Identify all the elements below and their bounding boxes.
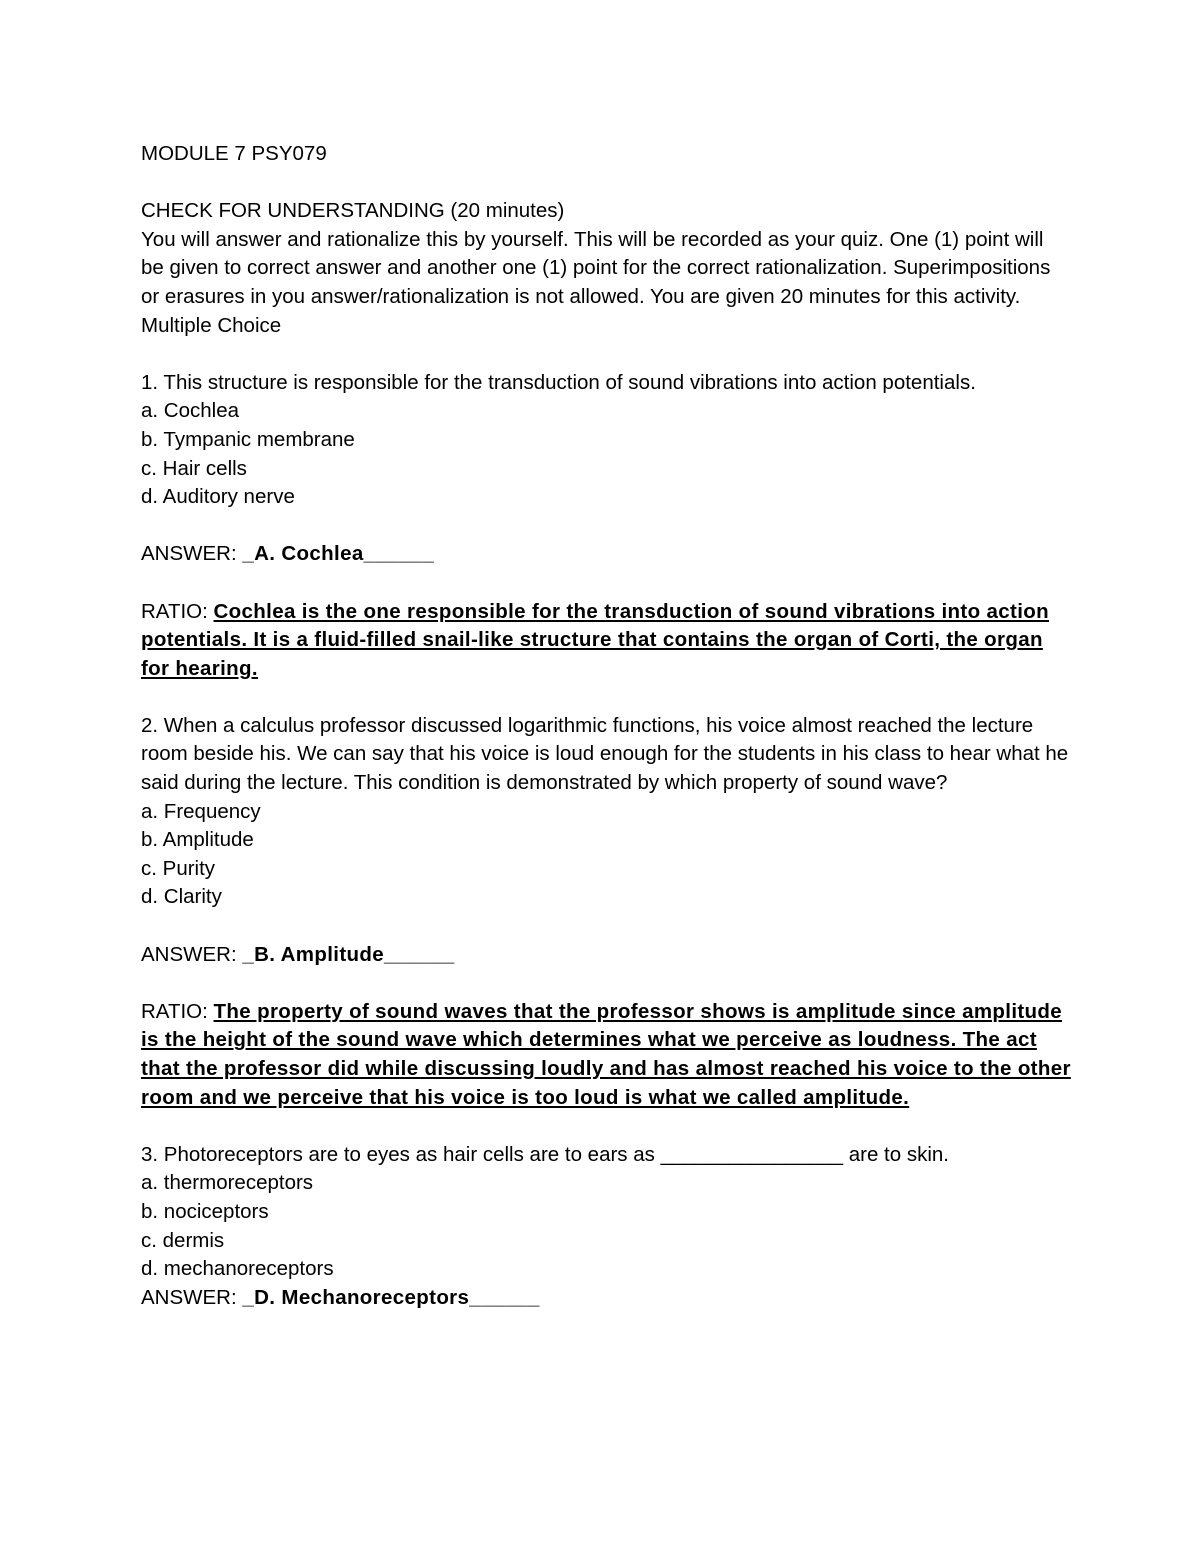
question-3-option-b: b. nociceptors bbox=[141, 1199, 269, 1223]
question-2-ratio bbox=[141, 998, 1071, 1112]
instructions-paragraph: You will answer and rationalize this by yourself. This will be recorded as your quiz. One (1) point will be given to correct answer and another one (1) point for the correct rationalization. Superimpositions or erasures in you answer/rationalization is not allowed. You are given 20 minutes for this activity. bbox=[141, 227, 1051, 308]
spacer bbox=[141, 569, 1071, 598]
question-2-option-a: a. Frequency bbox=[141, 799, 261, 823]
spacer bbox=[141, 169, 1071, 198]
question-1-answer-value: _A. Cochlea______ bbox=[242, 542, 435, 566]
spacer bbox=[141, 340, 1071, 369]
question-1-prompt: 1. This structure is responsible for the transduction of sound vibrations into action potentials. bbox=[141, 370, 976, 394]
question-3 bbox=[141, 1141, 1071, 1313]
question-3-option-d: d. mechanoreceptors bbox=[141, 1257, 334, 1281]
question-2-option-d: d. Clarity bbox=[141, 885, 222, 909]
ratio-label: RATIO: bbox=[141, 599, 208, 623]
question-2-answer-value: _B. Amplitude______ bbox=[242, 942, 455, 966]
question-2-answer bbox=[141, 941, 1071, 970]
question-1-ratio-text: Cochlea is the one responsible for the transduction of sound vibrations into action potentials. It is a fluid-filled snail-like structure that contains the organ of Corti, the organ for hearing. bbox=[141, 599, 1049, 680]
question-1 bbox=[141, 369, 1071, 712]
question-type-label: Multiple Choice bbox=[141, 313, 282, 337]
question-2-option-c: c. Purity bbox=[141, 856, 216, 880]
answer-label: ANSWER: bbox=[141, 1285, 237, 1309]
question-2-option-b: b. Amplitude bbox=[141, 828, 254, 852]
spacer bbox=[141, 1112, 1071, 1141]
spacer bbox=[141, 969, 1071, 998]
section-heading: CHECK FOR UNDERSTANDING (20 minutes) bbox=[141, 199, 565, 223]
document-page bbox=[141, 140, 1071, 1312]
question-3-option-a: a. thermoreceptors bbox=[141, 1171, 314, 1195]
question-2 bbox=[141, 712, 1071, 1141]
question-1-option-c: c. Hair cells bbox=[141, 456, 247, 480]
answer-label: ANSWER: bbox=[141, 542, 237, 566]
ratio-label: RATIO: bbox=[141, 999, 208, 1023]
question-1-option-a: a. Cochlea bbox=[141, 399, 240, 423]
question-1-ratio bbox=[141, 598, 1071, 684]
spacer bbox=[141, 683, 1071, 712]
question-3-prompt: 3. Photoreceptors are to eyes as hair cells are to ears as ________________ are to skin. bbox=[141, 1142, 949, 1166]
spacer bbox=[141, 912, 1071, 941]
question-1-answer bbox=[141, 540, 1071, 569]
question-3-answer-value: _D. Mechanoreceptors______ bbox=[242, 1285, 540, 1309]
question-1-option-b: b. Tympanic membrane bbox=[141, 427, 355, 451]
question-3-option-c: c. dermis bbox=[141, 1228, 225, 1252]
document-title: MODULE 7 PSY079 bbox=[141, 142, 327, 165]
question-2-ratio-text: The property of sound waves that the professor shows is amplitude since amplitude is the height of the sound wave which determines what we perceive as loudness. The act that the professor did while discussing loudly and has almost reached his voice to the other room and we perceive that his voice is too loud is what we called amplitude. bbox=[141, 999, 1071, 1109]
answer-label: ANSWER: bbox=[141, 942, 237, 966]
question-1-option-d: d. Auditory nerve bbox=[141, 485, 295, 509]
question-3-answer bbox=[141, 1284, 1071, 1313]
question-2-prompt: 2. When a calculus professor discussed logarithmic functions, his voice almost reached the lecture room beside his. We can say that his voice is loud enough for the students in his class to hear what he said during the lecture. This condition is demonstrated by which property of sound wave? bbox=[141, 713, 1069, 795]
spacer bbox=[141, 512, 1071, 541]
